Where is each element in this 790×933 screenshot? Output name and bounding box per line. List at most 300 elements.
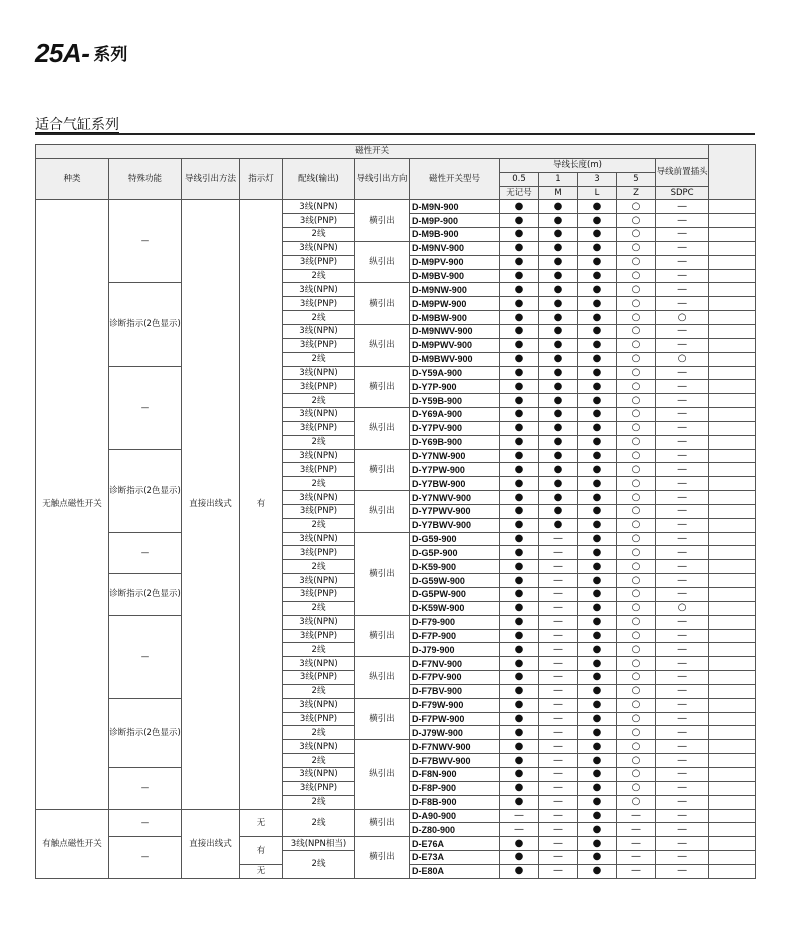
availability-cell: ● — [500, 629, 539, 643]
wiring-cell: 3线(NPN) — [283, 366, 355, 380]
blank-cell — [709, 394, 756, 408]
availability-cell: ● — [500, 643, 539, 657]
connector-cell: — — [656, 726, 709, 740]
page-title — [35, 38, 127, 69]
availability-cell: ○ — [617, 311, 656, 325]
blank-cell — [709, 352, 756, 366]
model-cell: D-F8N-900 — [410, 767, 500, 781]
blank-cell — [709, 837, 756, 851]
availability-cell: ● — [500, 255, 539, 269]
connector-cell: — — [656, 684, 709, 698]
availability-cell: ● — [539, 394, 578, 408]
availability-cell: — — [539, 837, 578, 851]
availability-cell: — — [539, 864, 578, 878]
model-cell: D-Y69B-900 — [410, 435, 500, 449]
blank-cell — [709, 601, 756, 615]
availability-cell: ● — [578, 809, 617, 823]
availability-cell: ● — [578, 255, 617, 269]
model-cell: D-M9NV-900 — [410, 241, 500, 255]
model-cell: D-G59W-900 — [410, 574, 500, 588]
wiring-cell: 3线(NPN) — [283, 491, 355, 505]
col-model: 磁性开关型号 — [410, 158, 500, 200]
availability-cell: ○ — [617, 477, 656, 491]
availability-cell: ● — [578, 864, 617, 878]
wiring-cell: 2线 — [283, 228, 355, 242]
availability-cell: ● — [500, 491, 539, 505]
blank-cell — [709, 657, 756, 671]
blank-cell — [709, 491, 756, 505]
availability-cell: ○ — [617, 657, 656, 671]
availability-cell: ● — [578, 477, 617, 491]
availability-cell: ● — [539, 324, 578, 338]
wiring-cell: 3线(PNP) — [283, 671, 355, 685]
availability-cell: ● — [500, 477, 539, 491]
blank-cell — [709, 200, 756, 214]
table-row — [36, 200, 756, 214]
wiring-cell: 2线 — [283, 435, 355, 449]
availability-cell: ○ — [617, 366, 656, 380]
wiring-cell: 3线(NPN) — [283, 574, 355, 588]
availability-cell: ● — [578, 684, 617, 698]
model-cell: D-Y7NW-900 — [410, 449, 500, 463]
blank-cell — [709, 449, 756, 463]
blank-cell — [709, 560, 756, 574]
wiring-cell: 2线 — [283, 560, 355, 574]
availability-cell: — — [539, 532, 578, 546]
model-cell: D-Y7BW-900 — [410, 477, 500, 491]
availability-cell: ● — [539, 311, 578, 325]
indicator-cell: 无 — [240, 809, 283, 837]
availability-cell: ● — [578, 297, 617, 311]
section-divider — [35, 133, 755, 135]
availability-cell: ● — [500, 518, 539, 532]
model-cell: D-F8B-900 — [410, 795, 500, 809]
availability-cell: ● — [539, 283, 578, 297]
availability-cell: ● — [539, 408, 578, 422]
blank-cell — [709, 463, 756, 477]
model-cell: D-M9BWV-900 — [410, 352, 500, 366]
wiring-cell: 3线(PNP) — [283, 421, 355, 435]
blank-cell — [709, 228, 756, 242]
blank-cell — [709, 283, 756, 297]
connector-cell: — — [656, 823, 709, 837]
connector-cell: — — [656, 394, 709, 408]
availability-cell: ● — [500, 601, 539, 615]
model-cell: D-A90-900 — [410, 809, 500, 823]
availability-cell: ● — [578, 241, 617, 255]
availability-cell: ○ — [617, 380, 656, 394]
wiring-cell: 3线(PNP) — [283, 214, 355, 228]
special-cell: 诊断指示(2色显示) — [109, 283, 182, 366]
wiring-cell: 3线(PNP) — [283, 297, 355, 311]
availability-cell: ● — [539, 366, 578, 380]
length-value: 1 — [539, 172, 578, 186]
availability-cell: ● — [500, 352, 539, 366]
model-cell: D-F7PV-900 — [410, 671, 500, 685]
availability-cell: — — [539, 767, 578, 781]
availability-cell: — — [539, 809, 578, 823]
model-cell: D-E76A — [410, 837, 500, 851]
availability-cell: — — [539, 781, 578, 795]
availability-cell: ● — [500, 449, 539, 463]
availability-cell: — — [539, 684, 578, 698]
availability-cell: ○ — [617, 560, 656, 574]
availability-cell: ● — [578, 754, 617, 768]
model-cell: D-J79W-900 — [410, 726, 500, 740]
length-symbol: L — [578, 186, 617, 200]
wiring-cell: 3线(PNP) — [283, 338, 355, 352]
availability-cell: ○ — [617, 518, 656, 532]
wiring-cell: 3线(NPN) — [283, 324, 355, 338]
blank-cell — [709, 851, 756, 865]
availability-cell: ● — [539, 228, 578, 242]
col-direction: 导线引出方向 — [355, 158, 410, 200]
wiring-cell: 3线(PNP) — [283, 588, 355, 602]
connector-cell: ○ — [656, 311, 709, 325]
wiring-cell: 3线(PNP) — [283, 781, 355, 795]
special-cell: — — [109, 532, 182, 574]
connector-cell: — — [656, 255, 709, 269]
direction-cell: 横引出 — [355, 698, 410, 740]
availability-cell: — — [500, 823, 539, 837]
availability-cell: ● — [500, 712, 539, 726]
availability-cell: ○ — [617, 574, 656, 588]
availability-cell: ● — [578, 767, 617, 781]
blank-cell — [709, 643, 756, 657]
connector-cell: — — [656, 380, 709, 394]
wiring-cell: 3线(PNP) — [283, 712, 355, 726]
model-cell: D-Y7PV-900 — [410, 421, 500, 435]
blank-cell — [709, 767, 756, 781]
connector-cell: ○ — [656, 352, 709, 366]
availability-cell: ● — [539, 380, 578, 394]
model-cell: D-K59W-900 — [410, 601, 500, 615]
blank-cell — [709, 255, 756, 269]
model-cell: D-M9N-900 — [410, 200, 500, 214]
blank-cell — [709, 380, 756, 394]
connector-cell: — — [656, 269, 709, 283]
table-row — [36, 837, 756, 851]
connector-cell: — — [656, 657, 709, 671]
availability-cell: ● — [539, 463, 578, 477]
wiring-cell: 3线(NPN) — [283, 615, 355, 629]
connector-cell: — — [656, 200, 709, 214]
direction-cell: 横引出 — [355, 809, 410, 837]
connector-cell: — — [656, 518, 709, 532]
connector-cell: — — [656, 338, 709, 352]
table-row — [36, 532, 756, 546]
availability-cell: ● — [500, 546, 539, 560]
availability-cell: — — [539, 601, 578, 615]
availability-cell: — — [539, 740, 578, 754]
wiring-cell: 2线 — [283, 352, 355, 366]
blank-cell — [709, 795, 756, 809]
table-row — [36, 809, 756, 823]
special-cell: — — [109, 366, 182, 449]
availability-cell: ○ — [617, 463, 656, 477]
connector-cell: — — [656, 795, 709, 809]
blank-cell — [709, 712, 756, 726]
wiring-cell: 3线(NPN) — [283, 532, 355, 546]
series-suffix: 系列 — [93, 45, 128, 65]
availability-cell: — — [539, 588, 578, 602]
connector-cell: — — [656, 435, 709, 449]
blank-cell — [709, 629, 756, 643]
availability-cell: — — [539, 754, 578, 768]
connector-cell: — — [656, 851, 709, 865]
availability-cell: ○ — [617, 421, 656, 435]
availability-cell: ● — [578, 283, 617, 297]
blank-cell — [709, 297, 756, 311]
availability-cell: ● — [539, 449, 578, 463]
availability-cell: ● — [500, 200, 539, 214]
model-cell: D-Y69A-900 — [410, 408, 500, 422]
connector-cell: — — [656, 546, 709, 560]
availability-cell: ○ — [617, 588, 656, 602]
availability-cell: ○ — [617, 546, 656, 560]
availability-cell: ● — [500, 657, 539, 671]
connector-cell: — — [656, 532, 709, 546]
availability-cell: ● — [500, 408, 539, 422]
wiring-cell: 2线 — [283, 684, 355, 698]
length-symbol: Z — [617, 186, 656, 200]
availability-cell: ● — [578, 671, 617, 685]
model-cell: D-Y7PWV-900 — [410, 504, 500, 518]
availability-cell: ● — [578, 324, 617, 338]
wiring-cell: 3线(NPN) — [283, 449, 355, 463]
model-cell: D-M9PW-900 — [410, 297, 500, 311]
model-cell: D-F79-900 — [410, 615, 500, 629]
length-symbol: M — [539, 186, 578, 200]
availability-cell: ○ — [617, 269, 656, 283]
model-cell: D-Y59A-900 — [410, 366, 500, 380]
availability-cell: ● — [578, 712, 617, 726]
wiring-cell: 2线 — [283, 726, 355, 740]
wiring-cell: 2线 — [283, 311, 355, 325]
model-cell: D-M9NWV-900 — [410, 324, 500, 338]
connector-cell: — — [656, 491, 709, 505]
availability-cell: ● — [500, 324, 539, 338]
model-cell: D-M9PWV-900 — [410, 338, 500, 352]
availability-cell: ● — [539, 477, 578, 491]
availability-cell: — — [617, 823, 656, 837]
connector-cell: — — [656, 837, 709, 851]
special-cell: — — [109, 837, 182, 879]
availability-cell: ● — [500, 504, 539, 518]
col-type: 种类 — [36, 158, 109, 200]
availability-cell: ● — [500, 532, 539, 546]
blank-cell — [709, 726, 756, 740]
availability-cell: ● — [539, 352, 578, 366]
connector-cell: — — [656, 698, 709, 712]
blank-cell — [709, 366, 756, 380]
model-cell: D-G5P-900 — [410, 546, 500, 560]
special-cell: 诊断指示(2色显示) — [109, 449, 182, 532]
availability-cell: — — [617, 864, 656, 878]
direction-cell: 横引出 — [355, 615, 410, 657]
availability-cell: ○ — [617, 297, 656, 311]
blank-cell — [709, 532, 756, 546]
availability-cell: ○ — [617, 394, 656, 408]
wiring-cell: 3线(PNP) — [283, 629, 355, 643]
table-row — [36, 366, 756, 380]
connector-cell: — — [656, 643, 709, 657]
availability-cell: ○ — [617, 241, 656, 255]
availability-cell: ● — [539, 421, 578, 435]
model-cell: D-F8P-900 — [410, 781, 500, 795]
availability-cell: — — [539, 615, 578, 629]
model-cell: D-K59-900 — [410, 560, 500, 574]
availability-cell: ○ — [617, 352, 656, 366]
availability-cell: ○ — [617, 228, 656, 242]
connector-cell: — — [656, 366, 709, 380]
availability-cell: ● — [578, 560, 617, 574]
direction-cell: 纵引出 — [355, 657, 410, 699]
connector-cell: — — [656, 588, 709, 602]
model-cell: D-Y7PW-900 — [410, 463, 500, 477]
availability-cell: ● — [578, 518, 617, 532]
availability-cell: ● — [539, 255, 578, 269]
special-cell: 诊断指示(2色显示) — [109, 574, 182, 616]
availability-cell: ● — [539, 297, 578, 311]
wiring-cell: 3线(NPN) — [283, 408, 355, 422]
model-cell: D-F7BV-900 — [410, 684, 500, 698]
wiring-cell: 2线 — [283, 851, 355, 879]
availability-cell: ● — [578, 851, 617, 865]
model-cell: D-M9BW-900 — [410, 311, 500, 325]
lead-cell: 直接出线式 — [182, 200, 240, 809]
availability-cell: ● — [578, 200, 617, 214]
direction-cell: 纵引出 — [355, 408, 410, 450]
wiring-cell: 3线(PNP) — [283, 255, 355, 269]
availability-cell: — — [539, 657, 578, 671]
wiring-cell: 2线 — [283, 643, 355, 657]
availability-cell: ● — [578, 781, 617, 795]
indicator-cell: 有 — [240, 837, 283, 865]
table-row — [36, 283, 756, 297]
availability-cell: — — [539, 643, 578, 657]
model-cell: D-F7PW-900 — [410, 712, 500, 726]
availability-cell: ● — [500, 781, 539, 795]
availability-cell: ● — [539, 338, 578, 352]
availability-cell: ● — [500, 837, 539, 851]
availability-cell: ● — [578, 588, 617, 602]
availability-cell: ● — [539, 435, 578, 449]
availability-cell: ● — [578, 435, 617, 449]
connector-cell: — — [656, 477, 709, 491]
availability-cell: ● — [500, 754, 539, 768]
blank-cell — [709, 311, 756, 325]
direction-cell: 横引出 — [355, 532, 410, 615]
availability-cell: ● — [500, 767, 539, 781]
availability-cell: ○ — [617, 643, 656, 657]
direction-cell: 横引出 — [355, 837, 410, 879]
connector-cell: — — [656, 781, 709, 795]
blank-cell — [709, 671, 756, 685]
availability-cell: ● — [500, 795, 539, 809]
availability-cell: ● — [500, 297, 539, 311]
availability-cell: — — [539, 851, 578, 865]
wiring-cell: 3线(NPN相当) — [283, 837, 355, 851]
length-value: 3 — [578, 172, 617, 186]
availability-cell: ● — [500, 435, 539, 449]
availability-cell: — — [539, 671, 578, 685]
connector-cell: — — [656, 241, 709, 255]
availability-cell: ● — [500, 560, 539, 574]
col-indicator: 指示灯 — [240, 158, 283, 200]
availability-cell: ● — [539, 200, 578, 214]
availability-cell: ● — [500, 698, 539, 712]
availability-cell: ○ — [617, 767, 656, 781]
blank-cell — [709, 698, 756, 712]
availability-cell: ● — [578, 269, 617, 283]
availability-cell: ● — [500, 421, 539, 435]
availability-cell: ● — [578, 740, 617, 754]
blank-cell — [709, 408, 756, 422]
wiring-cell: 3线(PNP) — [283, 504, 355, 518]
availability-cell: ● — [578, 601, 617, 615]
direction-cell: 横引出 — [355, 200, 410, 242]
availability-cell: ● — [500, 241, 539, 255]
availability-cell: ● — [578, 823, 617, 837]
wiring-cell: 2线 — [283, 809, 355, 837]
availability-cell: ● — [578, 311, 617, 325]
blank-cell — [709, 477, 756, 491]
model-cell: D-M9BV-900 — [410, 269, 500, 283]
connector-cell: — — [656, 754, 709, 768]
availability-cell: ● — [578, 338, 617, 352]
availability-cell: ● — [500, 864, 539, 878]
wiring-cell: 3线(NPN) — [283, 657, 355, 671]
wiring-cell: 3线(NPN) — [283, 200, 355, 214]
special-cell: — — [109, 767, 182, 809]
blank-cell — [709, 324, 756, 338]
availability-cell: ○ — [617, 532, 656, 546]
blank-cell — [709, 504, 756, 518]
connector-cell: — — [656, 408, 709, 422]
connector-cell: — — [656, 740, 709, 754]
availability-cell: ○ — [617, 449, 656, 463]
model-cell: D-Y59B-900 — [410, 394, 500, 408]
col-length-group: 导线长度(m) — [500, 158, 656, 172]
availability-cell: ● — [500, 588, 539, 602]
wiring-cell: 3线(NPN) — [283, 283, 355, 297]
direction-cell: 纵引出 — [355, 740, 410, 809]
availability-cell: ○ — [617, 435, 656, 449]
connector-code: SDPC — [656, 186, 709, 200]
blank-cell — [709, 518, 756, 532]
blank-cell — [709, 781, 756, 795]
availability-cell: ● — [578, 366, 617, 380]
availability-cell: ● — [578, 449, 617, 463]
col-connector: 导线前置插头 — [656, 158, 709, 186]
blank-cell — [709, 754, 756, 768]
availability-cell: — — [539, 546, 578, 560]
connector-cell: — — [656, 283, 709, 297]
availability-cell: ● — [500, 574, 539, 588]
availability-cell: ● — [578, 795, 617, 809]
blank-cell — [709, 546, 756, 560]
availability-cell: ○ — [617, 601, 656, 615]
blank-cell — [709, 435, 756, 449]
availability-cell: — — [500, 809, 539, 823]
length-value: 0.5 — [500, 172, 539, 186]
availability-cell: ● — [578, 546, 617, 560]
availability-cell: ○ — [617, 491, 656, 505]
model-cell: D-Y7NWV-900 — [410, 491, 500, 505]
availability-cell: ● — [500, 214, 539, 228]
availability-cell: ○ — [617, 726, 656, 740]
